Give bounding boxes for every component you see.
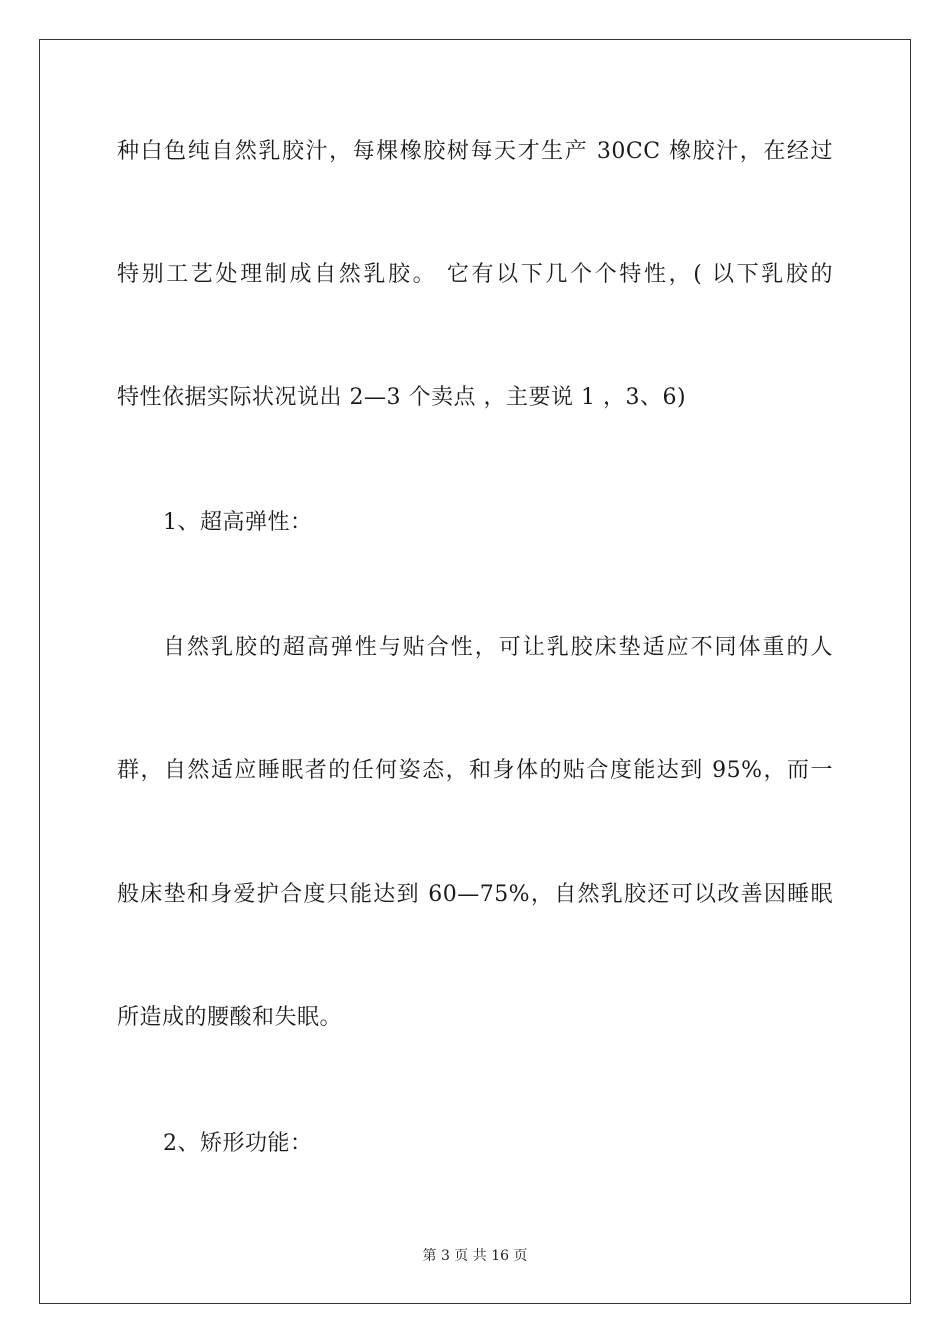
- paragraph-line-5: 群，自然适应睡眠者的任何姿态，和身体的贴合度能达到 95%，而一: [117, 758, 833, 783]
- paragraph-line-1: 种白色纯自然乳胶汁，每棵橡胶树每天才生产 30CC 橡胶汁，在经过: [117, 139, 833, 164]
- page-border: [39, 39, 911, 1304]
- paragraph-line-2: 特别工艺处理制成自然乳胶。 它有以下几个个特性，( 以下乳胶的: [117, 262, 833, 287]
- page-number-footer: 第 3 页 共 16 页: [422, 1248, 528, 1264]
- section-heading-1: 1、超高弹性：: [163, 510, 313, 535]
- paragraph-line-7: 所造成的腰酸和失眠。: [117, 1005, 343, 1030]
- paragraph-line-4: 自然乳胶的超高弹性与贴合性，可让乳胶床垫适应不同体重的人: [163, 635, 833, 660]
- section-heading-2: 2、矫形功能：: [163, 1131, 313, 1156]
- paragraph-line-6: 般床垫和身爱护合度只能达到 60—75%，自然乳胶还可以改善因睡眠: [117, 882, 833, 907]
- paragraph-line-3: 特性依据实际状况说出 2—3 个卖点 ，主要说 1 ，3、6): [117, 385, 687, 410]
